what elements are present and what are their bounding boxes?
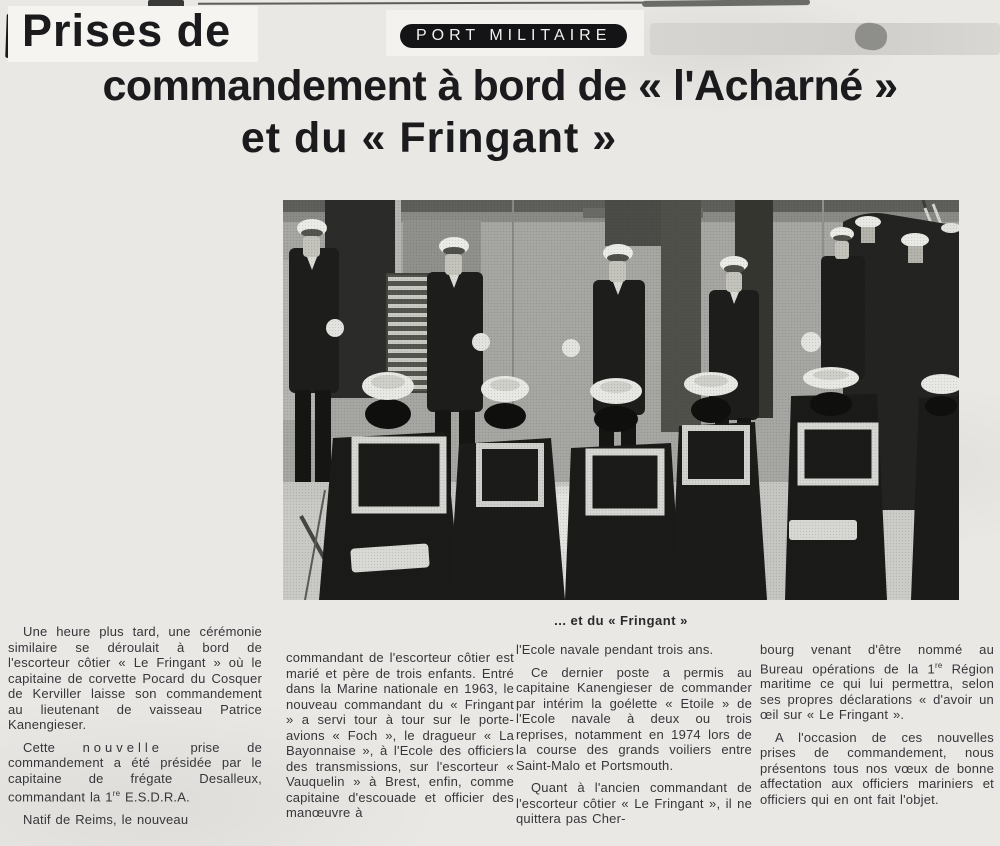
paragraph: l'Ecole navale pendant trois ans. [516, 642, 714, 657]
headline-line2: commandement à bord de « l'Acharné » [102, 62, 898, 110]
paragraph: A l'occasion de ces nouvelles prises de commandement, nous présentons tous nos vœux de bonne affectation aux officiers mariniers et officiers qui en ont fait l'objet. [760, 729, 994, 807]
halftone-texture [283, 200, 959, 600]
paragraph-text: prise de commandement a été présidée par le capitaine de frégate Desalleux, commandant la 1 [8, 739, 262, 805]
scan-artifact-band [650, 23, 1000, 55]
paragraph: Ce dernier poste a permis au capitaine Kanengieser de commander par intérim la goélette « Etoile » de l'Ecole navale à deux ou trois reprises, notamment en 1974 lors de la course des grands voiliers entre Saint-Malo et Portsmouth. [516, 664, 752, 773]
paragraph [8, 740, 262, 805]
article-photo [283, 200, 959, 600]
paragraph: Quant à l'ancien commandant de l'escorteur côtier « Le Fringant », il ne quittera pas Cher- [516, 780, 752, 826]
paragraph-text: bourg venant d'être nommé au Bureau opérations de la 1 [760, 642, 994, 676]
paragraph-text: Cette [23, 739, 83, 755]
paragraph: commandant de l'escorteur côtier est marié et père de trois enfants. Entré dans la Marine nationale en 1963, le nouveau commandant du « Fringant » a servi tour à tour sur le porte-avions « Foch », le dragueur « La Bayonnaise », à l'Ecole des officiers des transmissions, sur l'escorteur « Vauquelin » à Brest, enfin, comme capitaine d'escouade et officier des manœuvre à [286, 650, 514, 820]
paragraph-text: Région maritime ce qui lui permettra, selon ses propres déclarations « d'avoir un œil sur « Le Fringant ». [760, 660, 994, 723]
headline-line3: et du « Fringant » [240, 114, 618, 162]
paragraph-text: E.S.D.R.A. [120, 789, 190, 805]
port-militaire-badge: PORT MILITAIRE [400, 24, 627, 48]
paragraph-text-spaced: nouvelle [82, 739, 163, 755]
article-column-4 [760, 642, 994, 814]
article-column-1 [8, 624, 262, 834]
scan-artifact-bar [642, 0, 810, 7]
photo-caption: ... et du « Fringant » [554, 613, 688, 628]
paragraph [760, 642, 994, 723]
headline-line1: Prises de [22, 5, 232, 56]
ordinal-superscript: re [112, 789, 121, 798]
naval-ceremony-illustration [283, 200, 959, 600]
article-column-3 [516, 642, 752, 834]
article-column-2 [286, 650, 514, 828]
paragraph: Natif de Reims, le nouveau [23, 811, 189, 827]
ordinal-superscript: re [934, 660, 943, 670]
paragraph: Une heure plus tard, une cérémonie similaire se déroulait à bord de l'escorteur côtier « Le Fringant » où le capitaine de corvette Pocard du Cosquer de Kerviller laisse son commandement au lieutenant de vaisseau Patrice Kanengieser. [8, 624, 262, 732]
